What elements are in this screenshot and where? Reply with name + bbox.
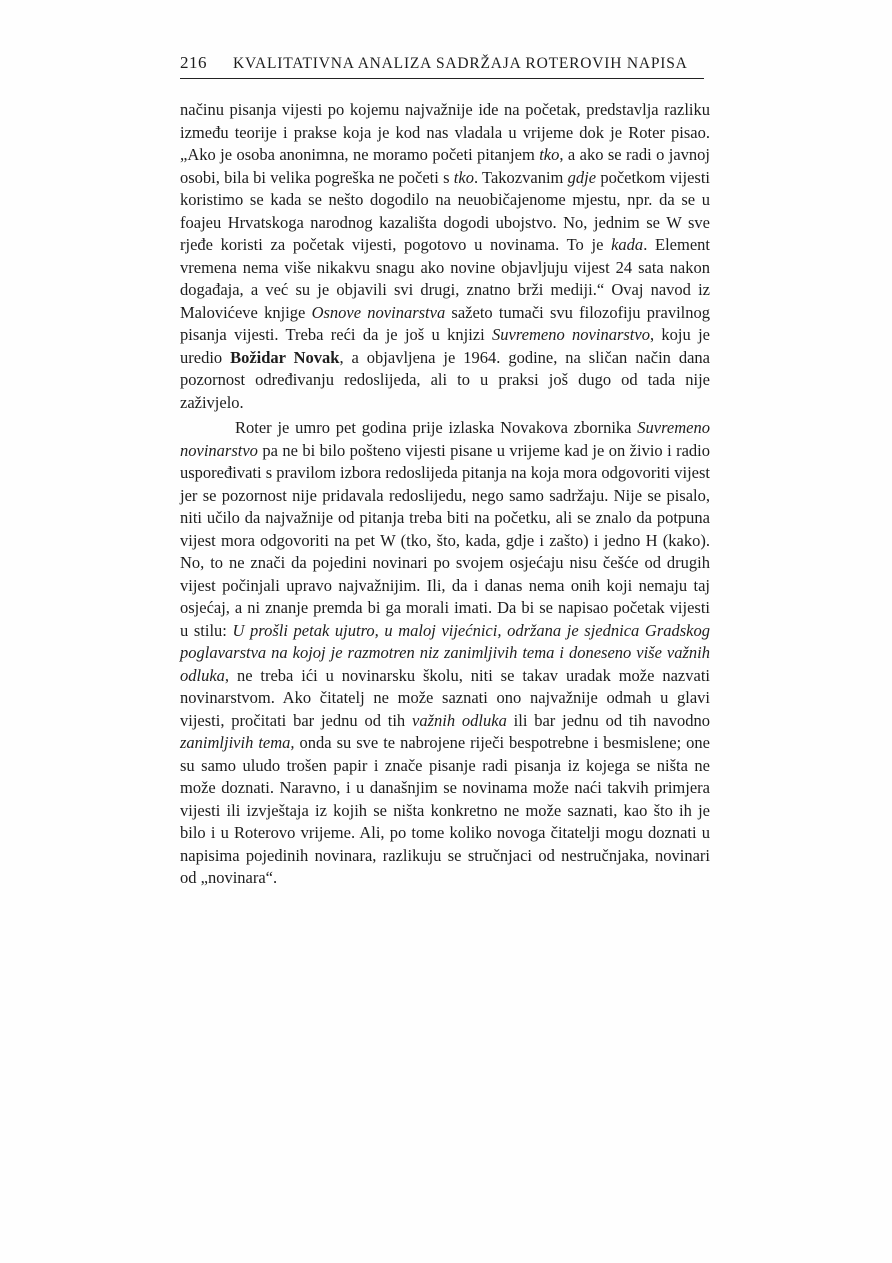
text-run: načinu pisanja vijesti po kojemu najvažnije ide na početak, predstavlja razliku između teorije i prakse koja je kod nas vladala u vrijeme dok je Roter pisao. „Ako je osoba anonimna, ne moramo početi pitanjem [180, 100, 710, 164]
text-block [180, 99, 710, 890]
text-run: početkom vijesti koristimo se kada se nešto dogodilo na neuobičajenome mjestu, npr. da se u foajeu Hrvatskoga narodnog kazališta dogodi ubojstvo. No, jednim se W sve rjeđe koristi za početak vijesti, pogotovo u novinama. To je [180, 167, 710, 254]
text-run: , a objavljena je 1964. godine, na sličan način dana pozornost određivanju redoslijeda, ali to u praksi još dugo od tada nije zaživjelo. [180, 347, 710, 412]
text-run: , koju je uredio [180, 325, 710, 367]
italic-run: Suvremeno novinarstvo [492, 325, 650, 344]
page-header [180, 53, 704, 79]
text-run: , ne treba ići u novinarsku školu, niti se takav uradak može nazvati novinarstvom. Ako čitatelj ne može saznati ono najvažnije odmah u glavi vijesti, pročitati bar jednu od tih [180, 665, 710, 730]
text-run: . Element vremena nema više nikakvu snagu ako novine objavljuju vijest 24 sata nakon događaja, a već su je objavili svi drugi, znatno brži mediji.“ Ovaj navod iz Malovićeve knjige [180, 235, 710, 322]
italic-run: važnih odluka [412, 710, 507, 730]
italic-run: tko [453, 167, 474, 187]
text-run: , a ako se radi o javnoj osobi, bila bi velika pogreška ne početi s [180, 145, 710, 187]
text-run: pa ne bi bilo pošteno vijesti pisane u vrijeme kad je on živio i radio uspoređivati s pravilom izbora redoslijeda pitanja na koja mora odgovoriti vijest jer se pozornost nije pridavala redoslijedu, nego samo sadržaju. Nije se pisalo, niti učilo da najvažnije od pitanja treba biti na početku, ali se znalo da potpuna vijest mora odgovoriti na pet W (tko, što, kada, gdje i zašto) i jedno H (kako). No, to ne znači da pojedini novinari po svojem osjećaju nisu češće od drugih vijest počinjali upravo najvažnijim. Ili, da i danas nema onih koji nemaju taj osjećaj, a ni znanje premda bi ga morali imati. Da bi se napisao početak vijesti u stilu: [180, 440, 710, 640]
text-run: ili bar jednu od tih navodno [506, 710, 710, 730]
italic-run: Suvremeno novinarstvo [180, 418, 710, 460]
italic-run: zanimljivih tema, [180, 733, 295, 752]
text-run: . Takozvanim [473, 167, 568, 187]
italic-run: Osnove novinarstva [311, 302, 446, 322]
text-run: sažeto tumači svu filozofiju pravilnog pisanja vijesti. Treba reći da je još u knjizi [180, 302, 710, 344]
italic-run: kada [611, 235, 644, 254]
italic-run: tko [539, 145, 560, 164]
italic-run: U prošli petak ujutro, u maloj vijećnici, održana je sjednica Gradskog poglavarstva na kojoj je razmotren niz zanimljivih tema i doneseno više važnih odluka [180, 620, 710, 685]
paragraph [180, 99, 710, 414]
bold-run: Božidar Novak [230, 347, 340, 367]
italic-run: gdje [567, 167, 597, 187]
text-run: onda su sve te nabrojene riječi bespotrebne i besmislene; one su samo uludo trošen papir i znače pisanje radi pisanja iz kojega se ništa ne može doznati. Naravno, i u današnjim se novinama može naći takvih primjera vijesti ili izvještaja iz kojih se ništa konkretno ne može saznati, kao što ih je bilo i u Roterovo vrijeme. Ali, po tome koliko novoga čitatelji mogu doznati u napisima pojedinih novinara, razlikuju se stručnjaci od nestručnjaka, novinari od „novinara“. [180, 733, 711, 887]
paragraph [180, 417, 710, 890]
running-title: KVALITATIVNA ANALIZA SADRŽAJA ROTEROVIH NAPISA [233, 55, 688, 72]
text-run: Roter je umro pet godina prije izlaska Novakova zbornika [235, 418, 638, 437]
page-number: 216 [180, 53, 207, 72]
